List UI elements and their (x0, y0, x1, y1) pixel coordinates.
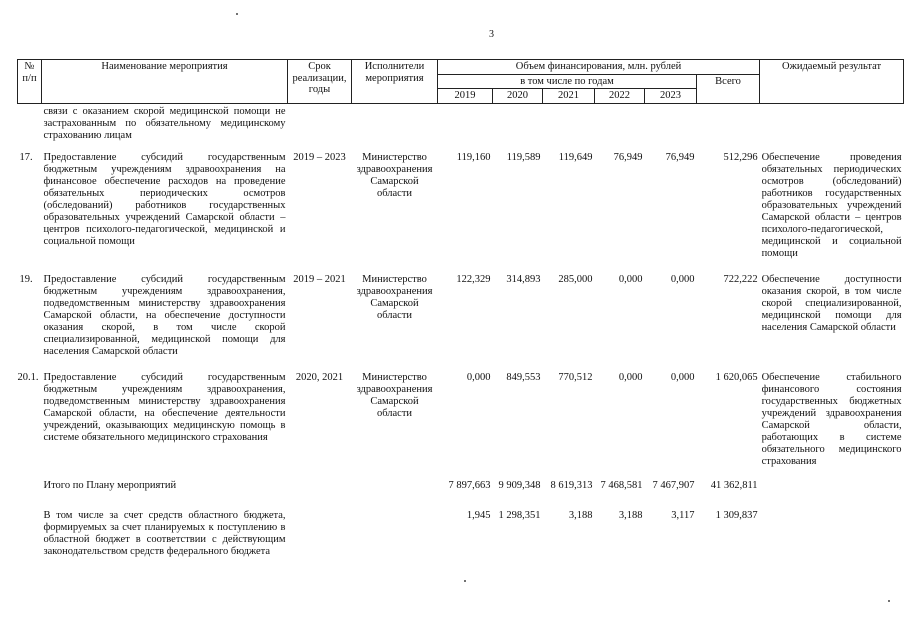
regional-total: 1 309,837 (715, 509, 758, 521)
scan-speck (236, 13, 238, 15)
regional-budget-row (18, 510, 904, 558)
row-name: связи с оказанием скорой медицинской помощи не застрахованным по обязательному медицинскому страхованию лицам (43, 105, 286, 141)
row-value: 119,589 (506, 151, 541, 163)
row-value (438, 103, 493, 142)
header-result: Ожидаемый результат (760, 60, 904, 104)
total-value: 7 468,581 (600, 479, 643, 491)
row-value: 76,949 (613, 151, 643, 163)
row-executor: Министерство здравоохранения Самарской области (356, 273, 433, 321)
total-row (18, 480, 904, 492)
header-term: Срок реализации, годы (288, 60, 352, 104)
total-value: 7 897,663 (448, 479, 491, 491)
header-executor: Исполнители мероприятия (352, 60, 438, 104)
header-name: Наименование мероприятия (42, 60, 288, 104)
total-grand: 41 362,811 (710, 479, 758, 491)
row-executor (352, 103, 438, 142)
header-total: Всего (697, 74, 760, 103)
row-value: 119,649 (558, 151, 593, 163)
header-year: 2022 (595, 89, 645, 104)
row-total: 722,222 (723, 273, 758, 285)
row-term: 2019 – 2021 (293, 273, 346, 285)
row-result (760, 103, 904, 142)
regional-label: В том числе за счет средств областного бюджета, формируемых за счет планируемых к поступлению в областной бюджет в соответствии с действующим законодательством средств федерального бюджета (43, 509, 286, 557)
scan-speck (464, 580, 466, 582)
table-row (18, 103, 904, 142)
header-year: 2020 (493, 89, 543, 104)
total-value: 9 909,348 (498, 479, 541, 491)
page-number: 3 (489, 29, 494, 40)
row-name: Предоставление субсидий государственным бюджетным учреждениям здравоохранения на финансовое обеспечение расходов на проведение обязательных периодических осмотров (обследований) работников государственных образовательных учреждений Самарской области – центров психолого-педагогической, медицинской и социальной помощи (43, 151, 286, 247)
scan-speck (888, 600, 890, 602)
row-executor: Министерство здравоохранения Самарской области (356, 151, 433, 199)
row-value: 0,000 (670, 273, 695, 285)
row-value: 849,553 (506, 371, 541, 383)
row-value: 0,000 (618, 371, 643, 383)
row-num (18, 103, 42, 142)
row-executor: Министерство здравоохранения Самарской области (356, 371, 433, 419)
table-row (18, 372, 904, 468)
regional-value: 1,945 (466, 509, 491, 521)
row-value (543, 103, 595, 142)
row-total: 1 620,065 (715, 371, 758, 383)
regional-value: 1 298,351 (498, 509, 541, 521)
row-term (288, 103, 352, 142)
row-value: 770,512 (558, 371, 593, 383)
row-value: 122,329 (456, 273, 491, 285)
row-value (595, 103, 645, 142)
header-by-year: в том числе по годам (438, 74, 697, 89)
row-value: 0,000 (670, 371, 695, 383)
row-term: 2020, 2021 (295, 371, 344, 383)
total-value: 7 467,907 (652, 479, 695, 491)
row-result: Обеспечение проведения обязательных периодических осмотров (обследований) работников государственных образовательных учреждений Самарской области – центров психолого-педагогической, медицинской и социальной помощи (761, 151, 902, 259)
row-value: 285,000 (558, 273, 593, 285)
activities-table (17, 59, 904, 558)
row-term: 2019 – 2023 (293, 151, 346, 163)
total-value: 8 619,313 (550, 479, 593, 491)
header-year: 2021 (543, 89, 595, 104)
header-year: 2023 (645, 89, 697, 104)
row-value: 0,000 (466, 371, 491, 383)
row-name: Предоставление субсидий государственным бюджетным учреждениям здравоохранения, подведомственным министерству здравоохранения Самарской области, на обеспечение доступности оказания скорой, в том числе скорой специализированной, медицинской помощи для населения Самарской области (43, 273, 286, 357)
row-value (645, 103, 697, 142)
row-total: 512,296 (723, 151, 758, 163)
regional-value: 3,117 (671, 509, 695, 521)
header-year: 2019 (438, 89, 493, 104)
header-financing: Объем финансирования, млн. рублей (438, 60, 760, 75)
row-num: 20.1. (17, 371, 39, 383)
regional-value: 3,188 (568, 509, 593, 521)
regional-value: 3,188 (618, 509, 643, 521)
row-result: Обеспечение доступности оказания скорой, в том числе скорой специализированной, медицинской помощи для населения Самарской области (761, 273, 902, 333)
row-result: Обеспечение стабильного финансового состояния государственных бюджетных учреждений здравоохранения Самарской области, работающих в системе обязательного медицинского страхования (761, 371, 902, 467)
row-name: Предоставление субсидий государственным бюджетным учреждениям здравоохранения, подведомственным министерству здравоохранения Самарской области, на обеспечение деятельности учреждений, оказывающих медицинскую помощь в системе обязательного медицинского страхования (43, 371, 286, 443)
row-num: 17. (19, 151, 33, 163)
row-value: 0,000 (618, 273, 643, 285)
table-row (18, 274, 904, 358)
total-label: Итого по Плану мероприятий (43, 479, 177, 491)
row-value: 76,949 (665, 151, 695, 163)
row-num: 19. (19, 273, 33, 285)
row-total (697, 103, 760, 142)
table-row (18, 152, 904, 260)
row-value: 119,160 (456, 151, 491, 163)
row-value: 314,893 (506, 273, 541, 285)
header-num: № п/п (18, 60, 42, 104)
row-value (493, 103, 543, 142)
